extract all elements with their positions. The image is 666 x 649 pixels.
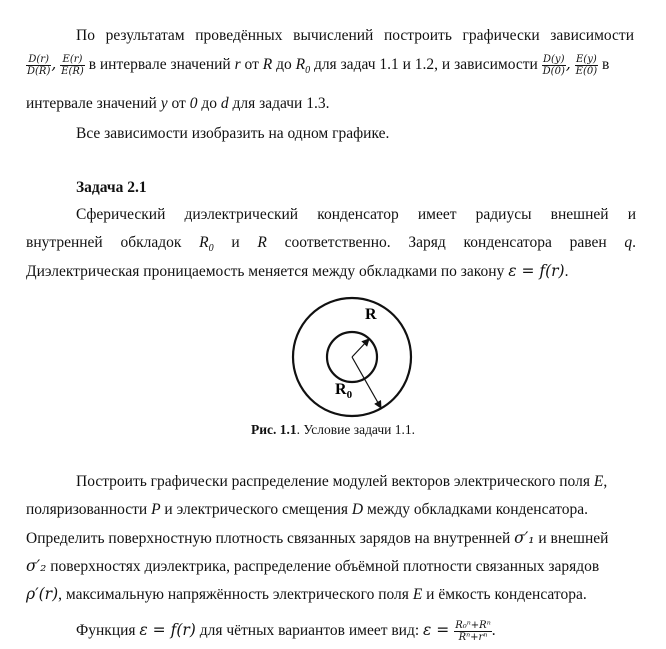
- label-R: R: [365, 306, 377, 323]
- p2-line-3: Определить поверхностную плотность связанных зарядов на внутренней σ′₁ и внешней: [26, 529, 609, 547]
- intro-line-4: Все зависимости изобразить на одном графике.: [76, 125, 390, 142]
- figure-caption: Рис. 1.1. Условие задачи 1.1.: [250, 422, 416, 437]
- label-R0: $R_0$: [335, 381, 353, 401]
- intro-line-3: интервале значений y от 0 до d для задачи 1.3.: [26, 95, 330, 112]
- p2-line-1: Построить графически распределение модулей векторов электрического поля E,: [76, 473, 608, 490]
- fraction-E-r-over-E-R: $\frac{E(r)}{E(R)}$: [61, 54, 84, 77]
- fraction-D-y-over-D-0: $\frac{D(y)}{D(0)}$: [542, 54, 565, 77]
- p3-line: Функция ε = f(r) для чётных вариантов имеет вид: ε = $\frac{\text{R₀ⁿ+Rⁿ}}{\text{Rⁿ+rⁿ}}$ .: [76, 620, 496, 643]
- p2-line-2: поляризованности P и электрического смещения D между обкладками конденсатора.: [26, 501, 588, 518]
- task-line-2: внутренней обкладок $R_0$ и R соответственно. Заряд конденсатора равен q.: [26, 234, 637, 255]
- fraction-E-y-over-E-0: $\frac{E(y)}{E(0)}$: [575, 54, 598, 77]
- radius-R-arrow: [352, 339, 369, 357]
- p2-line-4: σ′₂ поверхностях диэлектрика, распределение объёмной плотности связанных зарядов: [26, 557, 600, 575]
- task-line-3: Диэлектрическая проницаемость меняется между обкладками по закону ε = f(r).: [26, 262, 569, 280]
- epsilon-formula-fraction: $\frac{\text{R₀ⁿ+Rⁿ}}{\text{Rⁿ+rⁿ}}$: [455, 620, 491, 643]
- task-heading: Задача 2.1: [76, 179, 147, 196]
- intro-line-2: $\frac{D(r)}{D(R)}$ , $\frac{E(r)}{E(R)}$ в интервале значений r от R до $R_0$ для задач 1.1 и 1.2, и зависимости $\frac{D(y)}{D(0)}$ , $\frac{E(y)}{E(0)}$ в: [27, 54, 610, 77]
- intro-line-1: По результатам проведённых вычислений построить графически зависимости: [76, 27, 634, 44]
- fraction-D-r-over-D-R: $\frac{D(r)}{D(R)}$: [27, 54, 51, 77]
- task-line-1: Сферический диэлектрический конденсатор имеет радиусы внешней и: [76, 206, 636, 223]
- p2-line-5: ρ′(r), максимальную напряжённость электрического поля E и ёмкость конденсатора.: [26, 585, 587, 603]
